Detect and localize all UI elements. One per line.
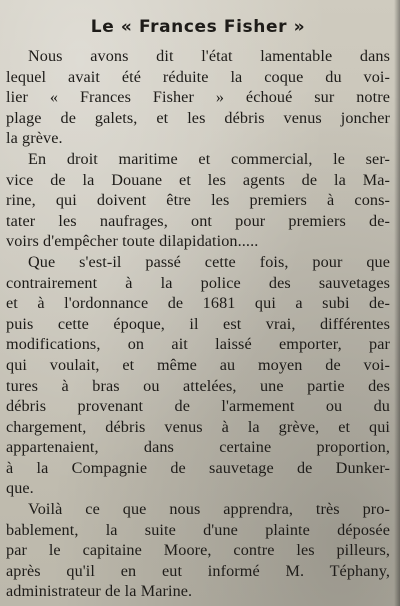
article-line: En droit maritime et commercial, le ser- [28, 149, 390, 168]
article-paragraph [6, 499, 390, 602]
article-paragraph [6, 46, 390, 149]
article-body [6, 46, 390, 602]
article-line: qui voulait, et même au moyen de voi- [6, 355, 390, 374]
article-line: plage de galets, et les débris venus joncher [6, 108, 390, 127]
article-line: après qu'il en eut informé M. Téphany, [6, 561, 390, 580]
article-line: par le capitaine Moore, contre les pilleurs, [6, 541, 390, 560]
article-line: puis cette époque, il est vrai, différentes [6, 314, 390, 333]
article-line: débris provenant de l'armement ou du [6, 397, 390, 416]
article-line: Voilà ce que nous apprendra, très pro- [28, 500, 390, 519]
article-line: rine, qui doivent être les premiers à cons- [6, 191, 390, 210]
article-line: appartenaient, dans certaine proportion, [6, 438, 390, 457]
article-line: la grève. [6, 129, 63, 148]
article-line: contrairement à la police des sauvetages [6, 273, 390, 292]
article-line: vice de la Douane et les agents de la Ma- [6, 170, 390, 189]
article-line: que. [6, 479, 34, 498]
article-line: lier « Frances Fisher » échoué sur notre [6, 88, 390, 107]
article-line: Que s'est-il passé cette fois, pour que [28, 252, 390, 271]
article-line: tater les naufrages, ont pour premiers de- [6, 211, 390, 230]
article-headline: Le « Frances Fisher » [90, 17, 306, 37]
article-line: bablement, la suite d'une plainte déposée [6, 520, 390, 539]
article-paragraph [6, 252, 390, 499]
article-line: lequel avait été réduite la coque du voi- [6, 67, 390, 86]
article-line: et à l'ordonnance de 1681 qui a subi de- [6, 294, 390, 313]
article-line: Nous avons dit l'état lamentable dans [28, 47, 390, 65]
article-line: tures à bras ou attelées, une partie des [6, 376, 390, 395]
article-line: à la Compagnie de sauvetage de Dunker- [6, 458, 390, 477]
article-line: chargement, débris venus à la grève, et qui [6, 417, 390, 436]
article-line: modifications, on ait laissé emporter, par [6, 335, 390, 354]
article-line: administrateur de la Marine. [6, 582, 193, 601]
article-paragraph [6, 149, 390, 252]
article-line: voirs d'empêcher toute dilapidation..... [6, 232, 259, 251]
